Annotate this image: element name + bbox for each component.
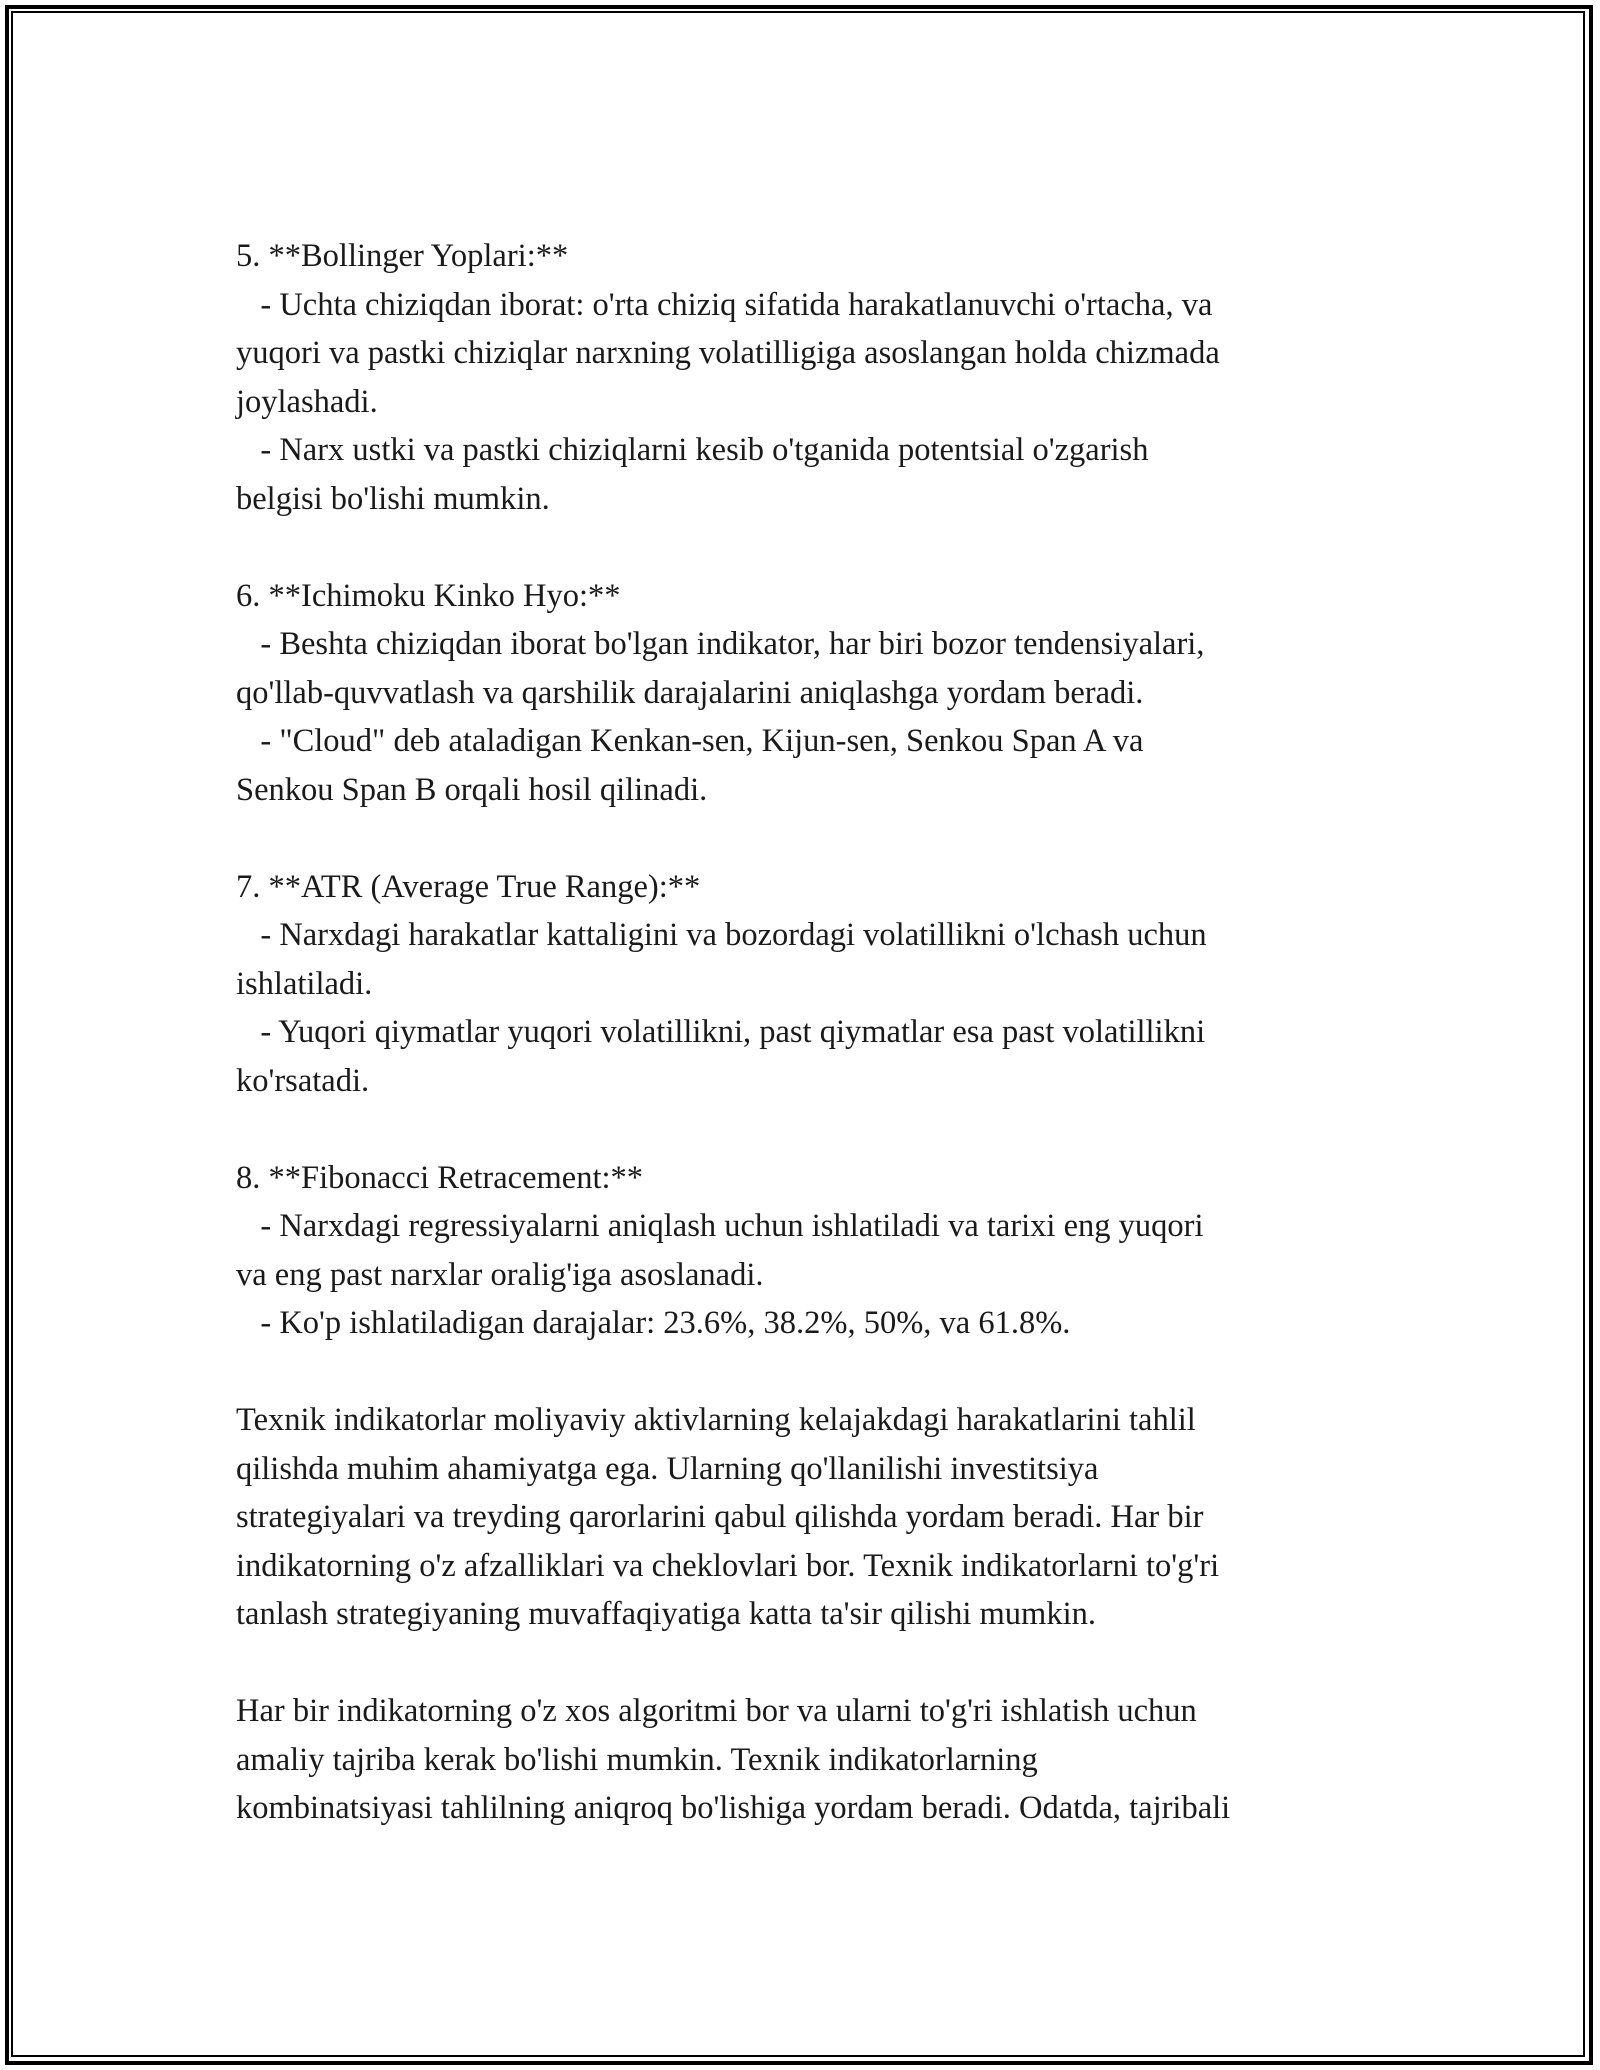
section-heading: 5. **Bollinger Yoplari:** (236, 238, 569, 274)
paragraph-spacer (236, 1639, 1376, 1688)
paragraph-spacer (236, 1105, 1376, 1154)
text-line: joylashadi. (236, 383, 378, 420)
text-line: Senkou Span B orqali hosil qilinadi. (236, 771, 708, 808)
section-heading: 6. **Ichimoku Kinko Hyo:** (236, 577, 621, 614)
text-line: strategiyalari va treyding qarorlarini qabul qilishda yordam beradi. Har bir (236, 1499, 1204, 1535)
text-line: qilishda muhim ahamiyatga ega. Ularning qo'llanilishi investitsiya (236, 1450, 1099, 1487)
text-line: ko'rsatadi. (236, 1062, 370, 1099)
text-line: - Beshta chiziqdan iborat bo'lgan indikator, har biri bozor tendensiyalari, (236, 626, 1205, 662)
section-heading: 7. **ATR (Average True Range):** (236, 868, 701, 905)
text-line: qo'llab-quvvatlash va qarshilik darajalarini aniqlashga yordam beradi. (236, 674, 1144, 711)
text-line: amaliy tajriba kerak bo'lishi mumkin. Texnik indikatorlarning (236, 1741, 1038, 1778)
text-line: Har bir indikatorning o'z xos algoritmi bor va ularni to'g'ri ishlatish uchun (236, 1693, 1197, 1729)
text-line: - Uchta chiziqdan iborat: o'rta chiziq sifatida harakatlanuvchi o'rtacha, va (236, 286, 1213, 323)
section-bollinger (236, 232, 1376, 523)
text-line: va eng past narxlar oralig'iga asoslanadi. (236, 1256, 764, 1293)
text-line: ishlatiladi. (236, 965, 373, 1002)
text-line: - "Cloud" deb ataladigan Kenkan-sen, Kijun-sen, Senkou Span A va (236, 723, 1144, 759)
paragraph-spacer (236, 814, 1376, 863)
section-atr (236, 863, 1376, 1106)
text-line: - Narx ustki va pastki chiziqlarni kesib o'tganida potentsial o'zgarish (236, 432, 1149, 468)
text-line: - Ko'p ishlatiladigan darajalar: 23.6%, 38.2%, 50%, va 61.8%. (236, 1305, 1071, 1341)
text-line: indikatorning o'z afzalliklari va cheklovlari bor. Texnik indikatorlarni to'g'ri (236, 1547, 1220, 1584)
paragraph-conclusion (236, 1687, 1376, 1833)
text-line: yuqori va pastki chiziqlar narxning volatilligiga asoslangan holda chizmada (236, 335, 1220, 371)
text-line: kombinatsiyasi tahlilning aniqroq bo'lishiga yordam beradi. Odatda, tajribali (236, 1790, 1231, 1826)
document-body (236, 232, 1376, 1833)
text-line: - Narxdagi regressiyalarni aniqlash uchun ishlatiladi va tarixi eng yuqori (236, 1208, 1204, 1244)
text-line: Texnik indikatorlar moliyaviy aktivlarning kelajakdagi harakatlarini tahlil (236, 1402, 1196, 1438)
paragraph-spacer (236, 523, 1376, 572)
text-line: belgisi bo'lishi mumkin. (236, 480, 550, 517)
text-line: - Yuqori qiymatlar yuqori volatillikni, past qiymatlar esa past volatillikni (236, 1014, 1206, 1050)
text-line: tanlash strategiyaning muvaffaqiyatiga katta ta'sir qilishi mumkin. (236, 1596, 1096, 1632)
section-ichimoku (236, 572, 1376, 815)
paragraph-summary (236, 1396, 1376, 1639)
section-heading: 8. **Fibonacci Retracement:** (236, 1159, 644, 1196)
paragraph-spacer (236, 1348, 1376, 1397)
text-line: - Narxdagi harakatlar kattaligini va bozordagi volatillikni o'lchash uchun (236, 917, 1207, 953)
section-fibonacci (236, 1154, 1376, 1348)
